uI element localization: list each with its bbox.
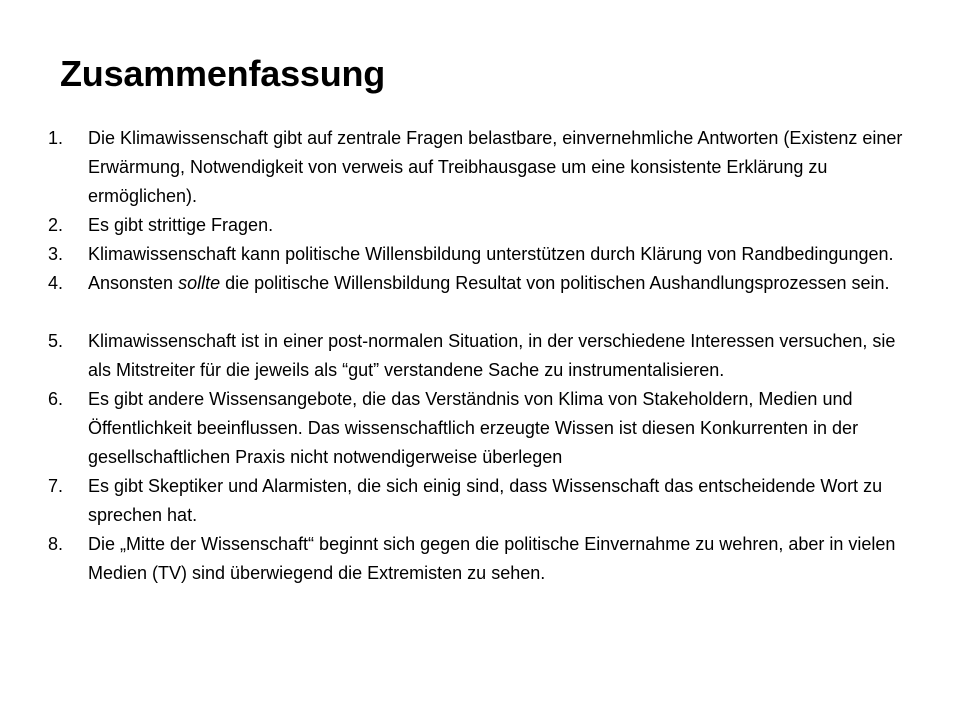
list-item-number: 4. — [48, 273, 64, 293]
emphasis-text: sollte — [178, 273, 221, 293]
list-item-text: Die Klimawissenschaft gibt auf zentrale Fragen belastbare, einvernehmliche Antworten (Existenz einer Erwärmung, Notwendigkeit von verweis auf Treibhausgase um eine konsistente Erklärung zu ermöglichen). — [88, 128, 903, 206]
list-item — [48, 211, 908, 240]
list-item — [48, 327, 908, 385]
slide-title: Zusammenfassung — [60, 53, 386, 94]
list-item-number: 6. — [48, 389, 64, 409]
list-item — [48, 530, 908, 588]
list-item-number: 1. — [48, 128, 64, 148]
list-item-text: Die „Mitte der Wissenschaft“ beginnt sich gegen die politische Einvernahme zu wehren, aber in vielen Medien (TV) sind überwiegend die Extremisten zu sehen. — [88, 534, 896, 583]
list-item-text: Es gibt Skeptiker und Alarmisten, die sich einig sind, dass Wissenschaft das entscheidende Wort zu sprechen hat. — [88, 476, 883, 525]
list-item-number: 7. — [48, 476, 64, 496]
list-item-text: Es gibt strittige Fragen. — [88, 215, 274, 235]
list-item-text: Es gibt andere Wissensangebote, die das Verständnis von Klima von Stakeholdern, Medien und Öffentlichkeit beeinflussen. Das wissenschaftlich erzeugte Wissen ist diesen Konkurrenten in der gesellschaftlichen Praxis nicht notwendigerweise überlegen — [88, 389, 859, 467]
list-item — [48, 472, 908, 530]
summary-list — [48, 124, 908, 588]
list-item-text: Klimawissenschaft kann politische Willensbildung unterstützen durch Klärung von Randbedingungen. — [88, 244, 894, 264]
list-item-number: 2. — [48, 215, 64, 235]
list-item — [48, 385, 908, 472]
list-item — [48, 240, 908, 269]
list-item-text: Ansonsten sollte die politische Willensbildung Resultat von politischen Aushandlungsprozessen sein. — [88, 273, 890, 293]
list-item-number: 5. — [48, 331, 64, 351]
list-item-text: Klimawissenschaft ist in einer post-normalen Situation, in der verschiedene Interessen versuchen, sie als Mitstreiter für die jeweils als “gut” verstandene Sache zu instrumentalisieren. — [88, 331, 896, 380]
list-item — [48, 124, 908, 211]
list-item — [48, 269, 908, 298]
list-item-number: 8. — [48, 534, 64, 554]
list-item-number: 3. — [48, 244, 64, 264]
